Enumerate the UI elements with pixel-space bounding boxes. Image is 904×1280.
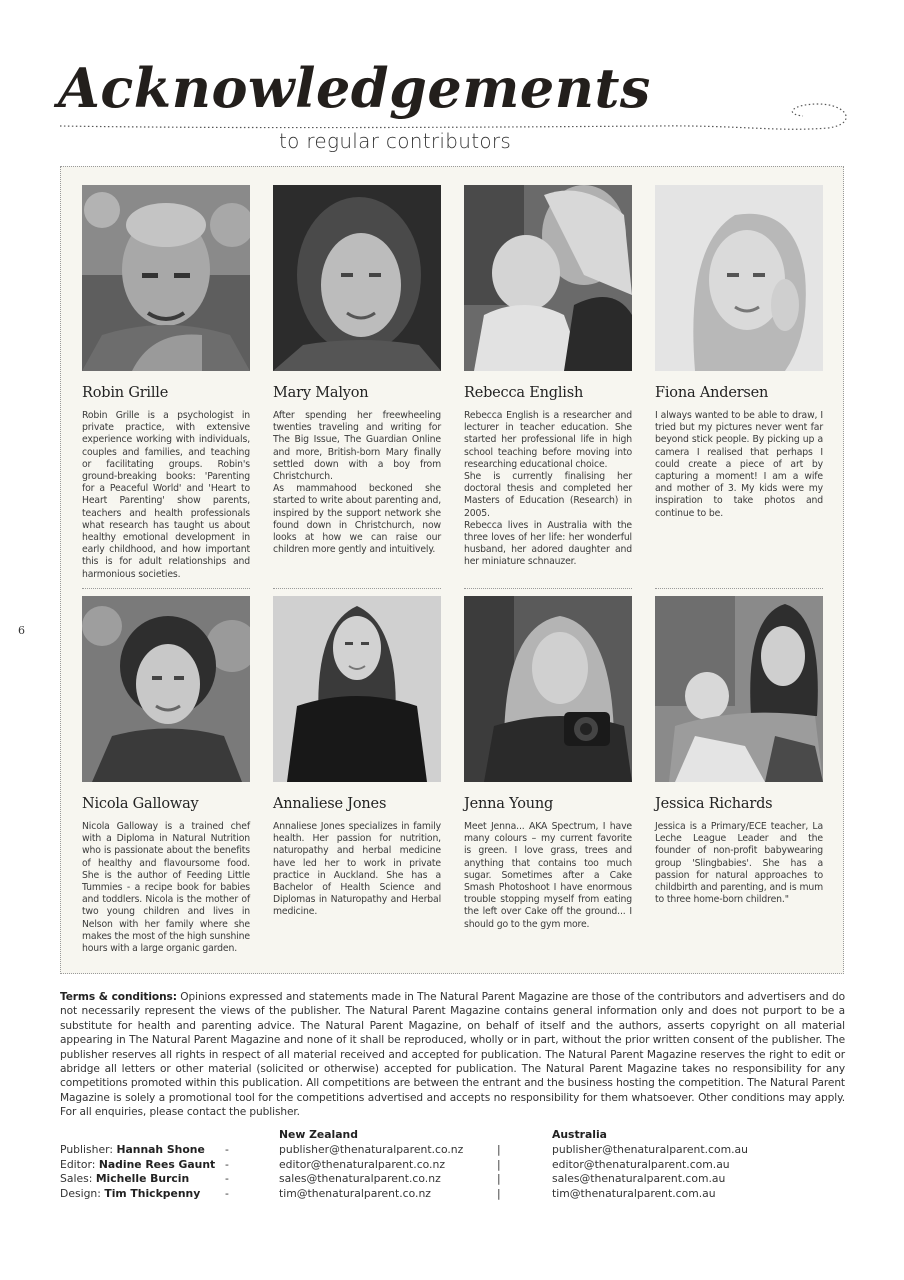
contact-row [60,1187,850,1202]
row-divider [82,588,250,589]
contributor-card [464,596,632,931]
separator-dash: - [225,1172,229,1185]
terms-text: Opinions expressed and statements made in The Natural Parent Magazine are those of the contributors and advertisers and do not necessarily represent the views of the publisher. The Natural Parent Magazine contains general information only and does not purport to be a substitute for health and parenting advice. The Natural Parent Magazine, on behalf of itself and the authors, asserts copyright on all material appearing in The Natural Parent Magazine and none of it shall be reproduced, wholly or in part, without the prior written consent of the publisher. The publisher reserves all rights in respect of all material received and accepted for publication. The Natural Parent Magazine reserves the right to edit or abridge all letters or other material (solicited or otherwise) accepted for publication. The Natural Parent Magazine takes no responsibility for any competitions promoted within this publication. All competitions are between the entrant and the business hosting the competition. The Natural Parent Magazine is solely a promotional tool for the competitions advertised and accepts no responsibility for them whatsoever. Other conditions may apply. For all enquiries, please contact the publisher. [60,991,845,1119]
contributor-photo [82,185,250,371]
contact-row [60,1143,850,1158]
contributor-photo [273,596,441,782]
contributor-bio: Nicola Galloway is a trained chef with a Diploma in Natural Nutrition who is passionate about the benefits of healthy and flavoursome food. She is the author of Feeding Little Tummies - a recipe book for babies and toddlers. Nicola is the mother of two young children and lives in Nelson with her family where she makes the most of the high sunshine hours with a large organic garden. [82,821,250,955]
au-email-link[interactable]: sales@thenaturalparent.com.au [552,1172,726,1185]
nz-heading: New Zealand [279,1128,358,1141]
nz-email-link[interactable]: publisher@thenaturalparent.co.nz [279,1143,464,1156]
contact-person: Michelle Burcin [95,1172,190,1185]
separator-bar: | [497,1157,501,1171]
au-heading: Australia [552,1128,607,1141]
separator-bar: | [497,1186,501,1200]
separator-bar: | [497,1172,501,1185]
contributor-bio: I always wanted to be able to draw, I tried but my pictures never went far beyond stick people. By picking up a camera I realised that perhaps I could create a piece of art by capturing a moment! I am a wife and mother of 3. My kids were my inspiration to take photos and continue to be. [655,410,823,519]
contributor-name: Nicola Galloway [82,796,199,812]
contributor-photo [464,596,632,782]
nz-email-link[interactable]: sales@thenaturalparent.co.nz [279,1172,441,1185]
contributor-name: Jenna Young [464,796,554,812]
contributor-bio: Meet Jenna... AKA Spectrum, I have many colours – my current favorite is green. I love grass, trees and anything that contains too much sugar. Sometimes after a Cake Smash Photoshoot I have enormous trouble stopping myself from eating the left over Cake off the ground... I should go to the gym more. [464,821,632,930]
contact-role: Sales: [60,1172,93,1185]
contributor-card [464,185,632,569]
contributor-photo [655,185,823,371]
separator-bar: | [497,1143,501,1156]
nz-email-link[interactable]: editor@thenaturalparent.co.nz [279,1157,445,1171]
terms-label: Terms & conditions: [60,991,177,1003]
au-email-link[interactable]: publisher@thenaturalparent.com.au [552,1143,748,1156]
contributor-photo [464,185,632,371]
contributor-card [273,596,441,919]
row-divider [273,588,441,589]
page-number: 6 [18,624,25,637]
contributor-bio: Robin Grille is a psychologist in private practice, with extensive experience working with individuals, couples and families, and teaching or facilitating groups. Robin's ground-breaking books: 'Parenting for a Peaceful World' and 'Heart to Heart Parenting' show parents, teachers and health professionals what research has taught us about healthy emotional development in early childhood, and how important this is for adult relationships and harmonious societies. [82,410,250,580]
separator-dash: - [225,1143,229,1156]
separator-dash: - [225,1157,229,1171]
page-title: Acknowledgements [58,56,651,120]
contact-row [60,1158,850,1173]
row-divider [655,588,823,589]
terms-and-conditions [60,990,845,1120]
contributor-photo [273,185,441,371]
contact-row [60,1172,850,1187]
contributor-bio: Jessica is a Primary/ECE teacher, La Leche League Leader and the founder of non-profit babywearing group 'Slingbabies'. She has a passion for natural approaches to childbirth and parenting, and is mum to three home-born children." [655,821,823,906]
contact-role: Editor: [60,1157,96,1171]
contributor-name: Mary Malyon [273,385,369,401]
contributor-photo [82,596,250,782]
nz-email-link[interactable]: tim@thenaturalparent.co.nz [279,1186,431,1200]
row-divider [464,588,632,589]
contributor-name: Jessica Richards [655,796,773,812]
contact-role: Design: [60,1186,101,1200]
contact-role: Publisher: [60,1143,114,1156]
contact-person: Hannah Shone [116,1143,205,1156]
contributor-name: Annaliese Jones [273,796,387,812]
contributor-card [273,185,441,556]
contributor-card [655,596,823,906]
separator-dash: - [225,1186,229,1200]
contributor-name: Fiona Andersen [655,385,769,401]
au-email-link[interactable]: editor@thenaturalparent.com.au [552,1157,730,1171]
contributor-photo [655,596,823,782]
au-email-link[interactable]: tim@thenaturalparent.com.au [552,1186,716,1200]
contributor-card [82,596,250,955]
page-subtitle: to regular contributors [279,129,512,153]
contact-person: Nadine Rees Gaunt [98,1157,216,1171]
contributor-bio: Rebecca English is a researcher and lecturer in teacher education. She started her professional life in high school teaching before moving into researching educational choice. She is currently finalising her doctoral thesis and completed her Masters of Education (Research) in 2005. Rebecca lives in Australia with the three loves of her life: her wonderful husband, her adored daughter and her miniature schnauzer. [464,410,632,568]
contact-person: Tim Thickpenny [104,1186,201,1200]
contributor-bio: Annaliese Jones specializes in family health. Her passion for nutrition, naturopathy and herbal medicine have led her to work in private practice in Auckland. She has a Bachelor of Health Science and Diplomas in Naturopathy and Herbal medicine. [273,821,441,918]
contributor-bio: After spending her freewheeling twenties traveling and writing for The Big Issue, The Guardian Online and more, British-born Mary finally settled down with a boy from Christchurch. As mammahood beckoned she started to write about parenting and, inspired by the support network she found down in Christchurch, now looks at how we can raise our children more gently and intuitively. [273,410,441,556]
contributor-name: Robin Grille [82,385,169,401]
contributor-card [82,185,250,581]
contributor-card [655,185,823,520]
contributor-name: Rebecca English [464,385,584,401]
